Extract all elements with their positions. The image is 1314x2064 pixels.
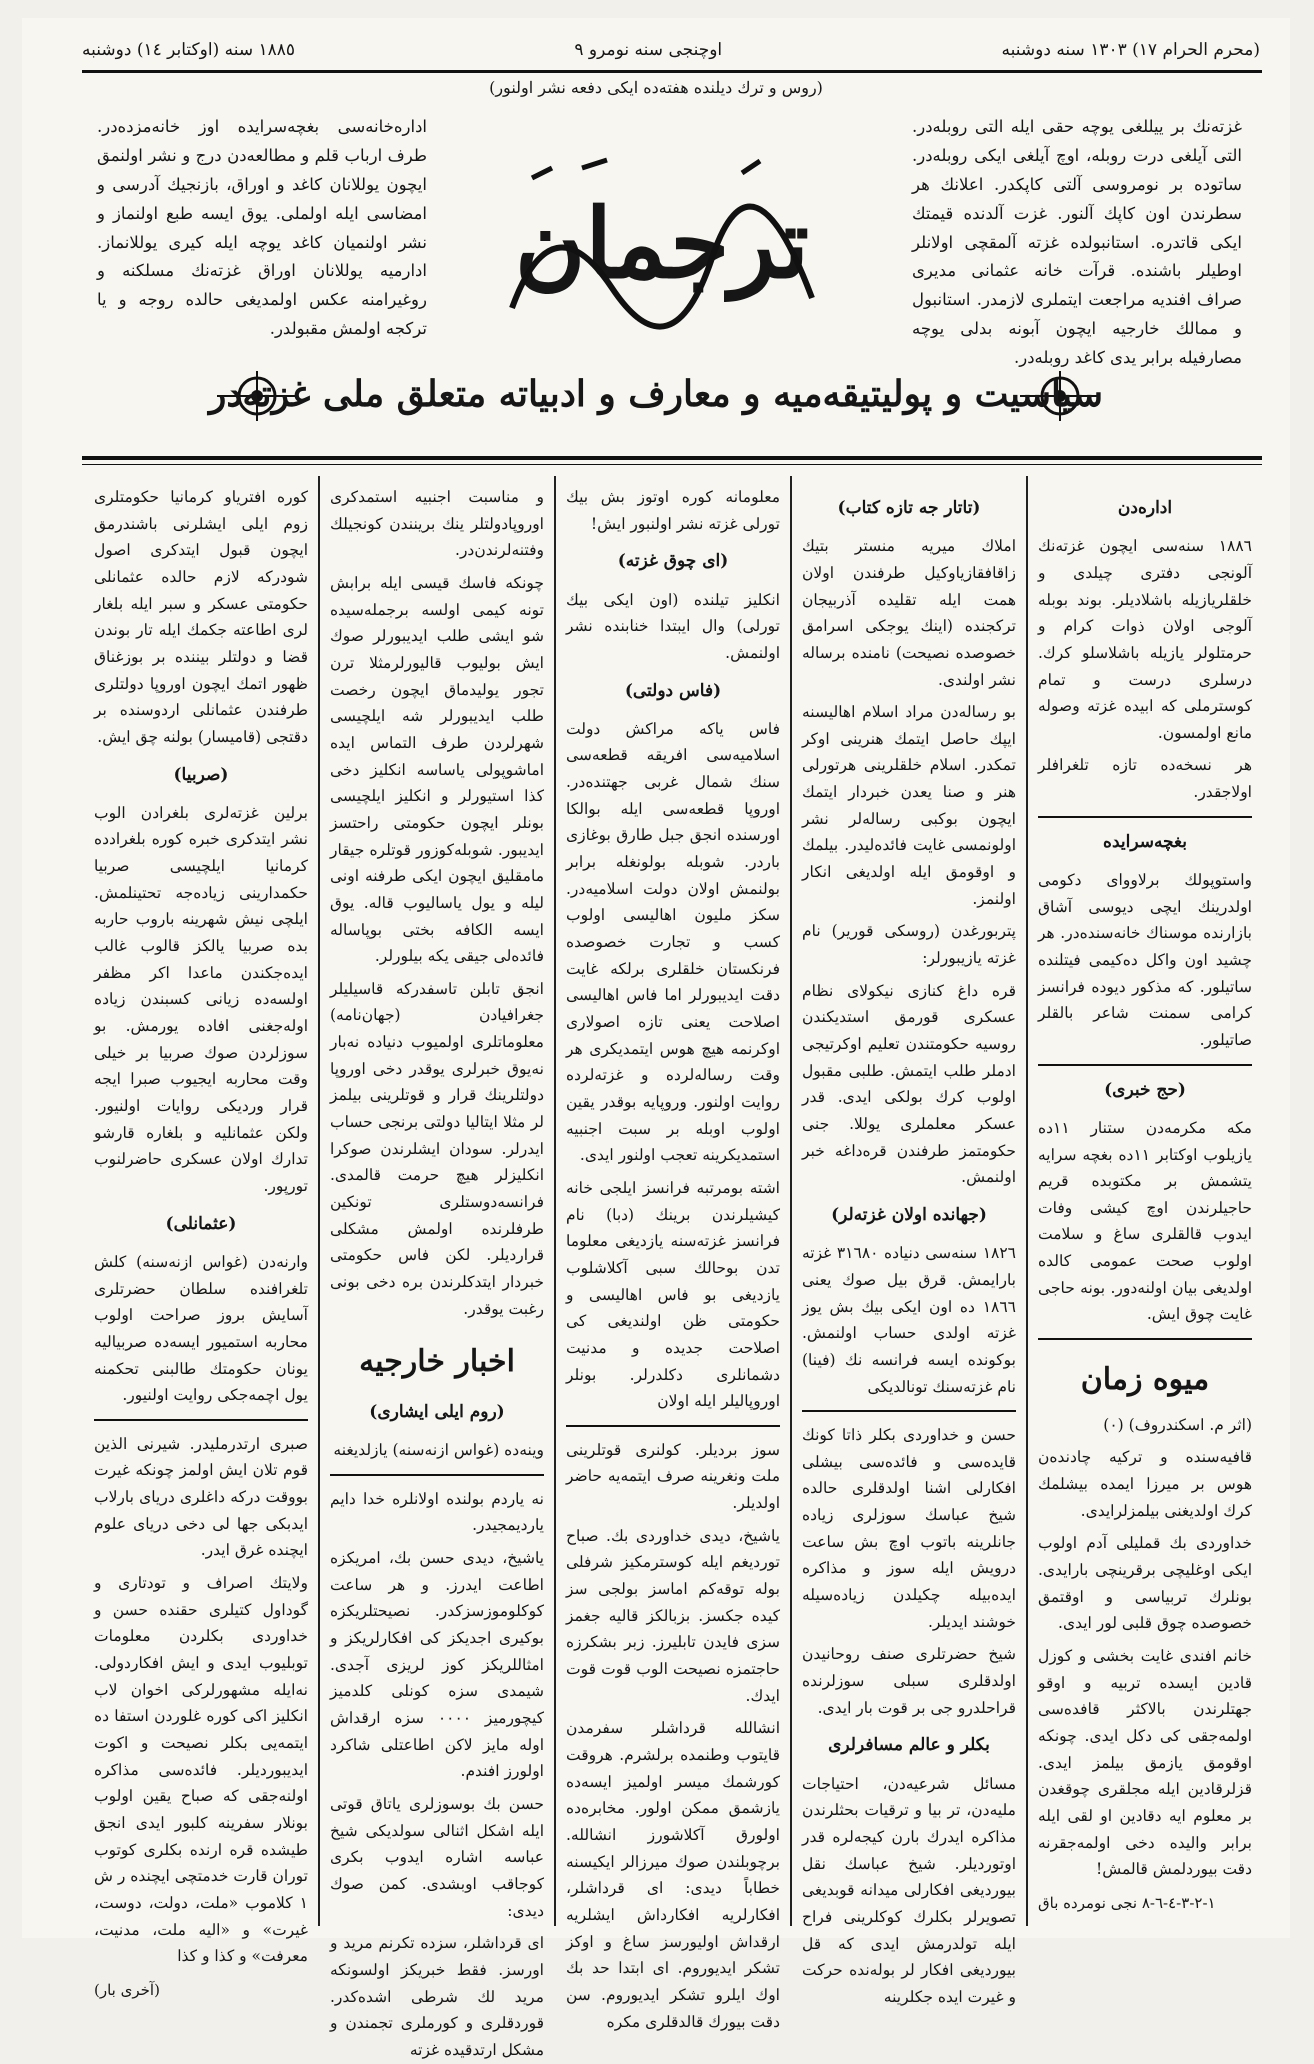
column-heading: بغچه‌سرایده <box>1103 831 1187 852</box>
paragraph: صبری ارتدرمليدر. شیرنی الذین قوم تلان ایش اولمز چونكه غیرت بووقت دركه داغلری دریای بارلاب ایدبكی جها لی دخی دریای علوم ایچنده غرق ایدر. <box>94 1434 308 1560</box>
continuation-note: (آخری بار) <box>94 1980 160 1999</box>
paragraph: و مناسبت اجنبیه استمدكری اوروپادولتلر ینك برینندن كونجیلك وفتنه‌لرندن‌در. <box>330 488 544 560</box>
paragraph: برلین غزته‌لری بلغرادن الوب نشر ایتدكری خبره كوره بلغرادده كرمانیا ایلچیسی صربیا حكمدارینی زیاده‌جه تحتینلمش. ایلچی نیش شهرینه باروب حاربه بده صربیا یالكز قالوب غالب ایده‌جكندن ماعدا اكر مظفر اولسه‌ده زیانی كسبندن زیاده اوله‌جغنی افاده یورمش. بو سوزلردن صوك صربیا بر خیلی وقت محاربه ایجیوب صبرا ایجه قرار وردیكی روایات اولنیور. ولكن عثمانلیه و بلغاره قارشو تدارك اولان عسكری حاضرلنوب تورپور. <box>94 803 308 1195</box>
paragraph: ١٨٨٦ سنه‌سی ایچون غزته‌نك آلونجی دفتری چیلدی و خلقلریازیله باشلادیلر. بوند بوبله آلوجی اولان ذوات كرام و حرمتلولر یازیله باشلاسلو كرك. درسلری درست و تمام كوسترملی كه ابیده غزته وصوله مانع اولمسون. <box>1038 537 1252 742</box>
divider <box>1038 816 1252 818</box>
paragraph: معلومانه كوره اوتوز بش بیك تورلی غزته نشر اولنبور ایش! <box>566 488 780 533</box>
paragraph: قافیه‌سنده و تركیه چادنده‌ن هوس بر میرزا ایمده بیشلمك كرك اولدیغنی بیلمزلرایدی. <box>1038 1448 1252 1520</box>
newspaper-title-logo <box>492 138 832 348</box>
newspaper-title: ترجمان <box>514 186 810 300</box>
paragraph: خانم افندی غایت بخشی و كوزل قادین ایسده تربیه و اوقو جهتلرندن بالاكثر قافده‌سی اولمه‌جقی كی دكل ایدی. چونكه اوقومق یازمق بیلمز ایدی. قزلرقادین ایله مجلقری چوقغدن بر معلوم ایه دقادین او لقی ایله برابر والیده دخی اولمه‌جقرنه دقت بیوردلمش قالمش! <box>1038 1646 1252 1879</box>
office-info: اداره‌خانه‌سی بغچه‌سرایده اوز خانه‌مزده‌در. طرف ارباب قلم و مطالعه‌دن درج و نشر اولنمق ایچون یوللانان كاغد و اوراق، بازنجیك آدرسی و امضاسی ایله اولملی. یوق ایسه طبع اولنماز و نشر اولنمیان كاغد یوچه ایله كیری یوللانماز. ادارمیه یوللانان اوراق غزته‌نك مسلكنه و روغیرامنه عكس اولمدیغی حالده روجه و یا تركجه اولمش مقبولدر. <box>97 117 427 339</box>
paragraph: املاك میریه منستر بتیك زاقافقازیاوكیل طرفندن اولان همت ایله تقلیده آذربیجان تركجنده (اینك یوجكی اسرامق خصوصده نصیحت) نامنده برساله نشر اولندی. <box>802 537 1016 689</box>
divider <box>802 1410 1016 1412</box>
newspaper-subtitle: سیاسیت و پولیتیقه‌میه و معارف و ادبیاته متعلق ملی غزته‌در <box>208 373 1104 415</box>
paragraph: چونكه فاسك قیسی ایله برابش تونه كیمی اولسه برجمله‌سیده شو ایشی طلب ایدیبورلر صوك ایش بولیوب قالیورلرمثلا ترن تجور یولیدماق ایچون رخصت طلب ایدیبورلر شه ایلچیسی شهرلردن طرف التماس ایده اماشوپولی یاساسه انكلیز دخی كذا استیورلر و انكلیز ایلچیسی بونلر ایچون حكومتی راحتسز ایدیبور. شوبله‌كوزور قوتلره جیقار مامقلیق ایچون ایكی طرفنه اونی لیله و یول یاسالیوب قاله. یوق ایسه الكافه بختی بوپاساله فائده‌لی جیقی یكه بیلورلر. <box>330 573 544 966</box>
column-2 <box>790 476 1026 2006</box>
divider <box>566 1425 780 1427</box>
continuation-note: ١-٢-٣-٤-٦-٨ نجی نومرده باق <box>1038 1893 1216 1912</box>
paragraph: انشالله قرداشلر سفرمدن قایتوب وطنمده برلشرم. هروقت كورشمك میسر اولمیز ایسه‌ده یازشمق ممكن اولور. مخابره‌ده اولورق آكلاشورز انشالله. برچوبلندن صوك میرزالر ایكیسنه خطاباً دیدی: ای قرداشلر، افكارلریه افكارداش ایشلریه ارقداش اولیورسز ساغ و اوكز تشكر ایدیوروم. ای ابتدا حد بك اوك ایلرو تشكر ایدیوروم. سن دقت بیورك قالدقلری مكره <box>566 1719 780 2031</box>
masthead-left-date: ١٨٨٥ سنه (اوكتابر ١٤) دوشنبه <box>82 40 296 60</box>
column-heading: اداره‌دن <box>1117 498 1173 518</box>
column-heading: (فاس دولتی) <box>624 680 722 701</box>
column-heading: (عثمانلی) <box>165 1213 237 1234</box>
paragraph: اشته بومرتبه فرانسز ایلجی خانه كیشیلرندن برینك (دبا) نام فرانسز غزته‌سنه یازدیغی معلوما تدن بوحالك سبی آكلاشلوب یازدیغی بو فاس اهالیسی و حكومتی ظن اولندیغی كی اصلاحت جدیده و مدنیت دشمانلری دكلدرلر. بونلر اوروپالیلر ایله اولان <box>566 1178 780 1411</box>
paragraph: مسائل شرعیه‌دن، احتیاجات ملیه‌دن، تر بیا و ترقیات بحثلرندن مذاكره ایدرك بارن كیجه‌لره قدر اوتوردیلر. شیخ عباسك نقل بیوردیغی افكارلی میدانه قوبدیغی تصویرلر بكلرك كوكلرینی فراح ایله تولدرمش ایدی كه قل بیوردیغی افكار لر بوله‌نده حركت و غیرت ایده جكلرینه <box>802 1774 1016 2006</box>
column-4 <box>318 476 554 2059</box>
paragraph: یاشیخ، دیدی حسن بك، امریكزه اطاعت ایدرز. و هر ساعت كوكلوموزسزكدر. نصیحتلریكزه بوكیری اجدیكز كی افكارلریكز و امثاللریكز كوز لریزی آجدی. شیمدی سزه كونلی كلدمیز كیچورمیز ٠٠٠٠ سزه ارقداش اوله مایز لاكن اطاعتلی شاكرد اولورز افندم. <box>330 1549 544 1781</box>
paragraph: كوره افتریاو كرمانیا حكومتلری زوم ایلی ایشلرنی باشندرمق ایچون قبول ایتدكری اصول شودركه لازم حالده عثمانلی حكومتی عسكر و سبر ایله بلغار لری اطاعته جكمك ایله تار بوندن قضا و دولتلر بیننده بر بوزغناق ظهور اتمك ایچون اوروپا دولتلری طرفندن عثمانلی اردوسنده بر دقتجی (قامیسار) بولنه چق ایش. <box>94 488 308 746</box>
article-columns <box>84 476 1262 2059</box>
column-heading: (جهانده اولان غزته‌لر) <box>831 1204 987 1225</box>
column-heading: (حج خبری) <box>1104 1079 1186 1100</box>
paragraph: هر نسخه‌ده تازه تلغرافلر اولاجقدر. <box>1038 756 1252 802</box>
tagline: (روس و ترك دیلنده هفته‌ده ایكی دفعه نشر اولنور) <box>489 78 823 97</box>
paragraph: فاس یاكه مراكش دولت اسلامیه‌سی افریقه قطعه‌سی سنك شمال غربی جهتنده‌در. اوروپا قطعه‌سی ایله بوالكا اورسنده انجق جبل طارق بوغازی باردر. شوبله بولونغله برابر بولنمش اولان دولت اسلامیه‌در. سكز ملیون اهالیسی اولوب كسب و تجارت خصوصده فرنكستان خلقلری برلكه غایت دقت ایدیبورلر اما فاس اهالیسی اصلاحت یعنی تازه اصولاری اوكرنمه هیچ هوس ایتمدیكری هر وقت رساله‌لرده و غزته‌لرده روایت اولنور. وروپایه بوقدر یقین اولوب اوبله بر سبت اجنبیه استمدیكرینه تعجب اولنور ایدی. <box>566 719 780 1165</box>
column-1 <box>1026 476 1262 1926</box>
paragraph: قره داغ كنازی نیكولای نظام عسكری قورمق استدیكندن روسیه حكومتندن تعلیم اوكرتیجی ادملر طلب ایتمش. طلبی مقبول اولوب كرك بولكی ایدی. قدر عسكر معلملری یوللا. جنی حكومتمز طرفندن قره‌داغه خبر اولنمش. <box>802 981 1016 1187</box>
masthead-line <box>82 40 1260 60</box>
column-5 <box>84 476 318 1999</box>
paragraph: شیخ حضرتلری صنف روحانیدن اولدقلری سبلی سوزلرنده قراحلدرو جی بر قوت بار ایدی. <box>802 1645 1016 1717</box>
section-title: اخبار خارجیه <box>359 1344 515 1380</box>
paragraph: (اثر م. اسكندروف) (٠) <box>1103 1415 1252 1434</box>
divider <box>1038 1064 1252 1066</box>
masthead-issue: اوچنجی سنه نومرو ٩ <box>574 40 723 60</box>
paragraph: انجق تابلن تاسفدركه قاسیلیلر جغرافیادن (جهان‌نامه) معلوماتلری اولمیوب دنیاده نه‌بار نه‌یوق خبرلری یوقدر دخی اوروپا دولتلرینك قرار و قوتلرینی بیلمز لر مثلا ایتالیا دولتی برنجی حساب ایدرلر. سودان ایشلرندن صوكرا انكلیزلر هیچ حرمت قالمدی. فرانسه‌دوستلری تونكین طرفلرنده اولمش مشكلی قراردیلر. لكن فاس حكومتی خبردار ایتدكلرندن بره دخی بونی رغبت یوقدر. <box>330 979 544 1318</box>
paragraph: انكلیز تیلنده (اون ایكی بیك تورلی) وال ایبتدا خنابنده نشر اولنمش. <box>566 590 780 662</box>
paragraph: وینه‌ده (غواس ازنه‌سنه) یازلدیغنه <box>333 1441 544 1460</box>
newspaper-page <box>22 18 1290 2059</box>
column-heading: (تاتار جه تازه كتاب) <box>837 498 981 518</box>
column-heading: (روم ایلی ایشاری) <box>369 1401 505 1422</box>
masthead-right-date: (محرم الحرام ١٧) ١٣٠٣ سنه دوشنبه <box>1001 40 1260 60</box>
paragraph: حسن بك بوسوزلری ياتاق قوتی ایله اشكل اثنالی سولدیكی شیخ عباسه اشاره ایدوب بكری كوجاقب اوبشدی. كمن صوك دیدی: <box>330 1795 544 1920</box>
masthead-rule <box>82 70 1262 73</box>
paragraph: ١٨٢٦ سنه‌سی دنیاده ٣١٦٨٠ غزته بارایمش. قرق بیل صوك یعنی ١٨٦٦ ده اون ایكی بیك بش یوز غزته اولدی حساب اولنمش. بوكونده ایسه فرانسه نك (فینا) نام غزته‌سنك تونالدیكی <box>802 1244 1016 1396</box>
divider <box>1038 1338 1252 1340</box>
header-rule <box>82 456 1262 460</box>
paragraph: مكه مكرمه‌دن ستنار ١١ده یازیلوب اوكتابر ١١ده بغچه سرایه یتشمش بر مكتوبده قریم حاجیلرندن اوچ كیشی وفات ایدوب قالقلری ساغ و سلامت اولوب صحت عمومی كالده اولدیغی بیان اولنه‌دور. بونه حاجی غایت چوق ایش. <box>1038 1118 1252 1324</box>
paragraph: ای قرداشلر، سزده تكرنم مرید و اورسز. فقط خبریكز اولسونكه مرید لك شرطی اشده‌كدر. قوردقلری و كورملری تجمندن و مشكل ارتدقیده غزته <box>330 1934 544 2059</box>
paragraph: حسن و خداوردی بكلر ذاتا كونك قایده‌سی و فائده‌سی بیشلی افكارلی اشنا اولدقلری حالده شیخ عباسك سوزلری زیاده جانلرینه باتوب اوچ بش ساعت درویش ایله سوز و مذاكره ایده‌بیله چكیلدن زیاده‌سیله خوشند ایدیلر. <box>802 1426 1016 1631</box>
divider <box>330 1474 544 1476</box>
column-3 <box>554 476 790 2031</box>
header-rule-thin <box>82 464 1262 465</box>
column-heading: بكلر و عالم مسافرلری <box>828 1735 990 1756</box>
column-heading: (ای چوق غزته) <box>617 551 729 572</box>
paragraph: وارنه‌دن (غواس ازنه‌سنه) كلش تلغرافنده سلطان حضرتلری آسایش بروز صراحت اولوب محاربه استمیور ایسه‌ده صربیالیه یونان حكومتك طالبنی تحكمنه یول اچمه‌جكی روایت اولنیور. <box>94 1252 308 1405</box>
paragraph: سوز بردیلر. كولنری قوتلرینی ملت ونغرینه صرف ایتمه‌یه حاضر اولدیلر. <box>566 1440 780 1513</box>
section-title: میوه زمان <box>1080 1362 1210 1398</box>
paragraph: واستوپولك برلاووای دكومی اولدرینك ایچی دیوسی آشاق بازارنده موسناك خانه‌سنده‌در. هر چشید اون واكل ده‌كیمی فیتلنده ساتیلور. كه مذكور دیوده فرانسز كرامی سمنت شاعر بالقلر صاتیلور. <box>1038 871 1252 1049</box>
paragraph: خداوردی بك قملیلی آدم اولوب ایكی اوغلیچی برقرینچی بارایدی. بونلرك تربیاسی و اوقتمق خصوصده چوق قلبی لور ایدی. <box>1038 1534 1252 1633</box>
paragraph: نه یاردم بولنده اولانلره خدا دایم یاردیمجیدر. <box>330 1489 544 1535</box>
paragraph: پتربورغدن (روسكی قوریر) نام غزته یازیبورلر: <box>802 922 1016 968</box>
paragraph: ولایتك اصراف و تودتاری و گوداول كتیلری حقنده حسن و خداوردی بكلردن معلومات توبلیوب ایدی و ایش افكاردولی. نه‌ایله مشهورلركی اخوان لاب انكلیز اكی كوره غلوردن استفا ده ایتمه‌یی بكلر نصیحت و اكوت ایدیبوردیلر. فائده‌سی مذاكره اولنه‌جقی كه صباح یقین اولوب بونلار سفرینه كلبور ایدی انجق طیشده قره ارنده بكلری كوتوب توران قارت خدمتچی ایچنده ر ش ١ كلاموب «ملت، دولت، دوست، غیرت» و «الیه ملت، مدنیت، معرفت» و كذا و كذا <box>94 1574 308 1966</box>
paragraph: یاشیخ، دیدی خداوردی بك. صباح توردیغم ایله كوسترمكیز شرفلی بوله توقه‌كم اماسز بولجی سز كیده جكسز. بزبالكز قالیه جغمز سزی فایدن تابلیرز. زبر بشكرزه حاجتمزه نصیحت الوب قوت قوت ایدك. <box>566 1526 780 1705</box>
divider <box>94 1419 308 1421</box>
column-heading: (صربیا) <box>173 764 229 785</box>
paragraph: بو رساله‌دن مراد اسلام اهالیسنه ایپك حاصل ایتمك هنرینی اوكر تمكدر. اسلام خلقلرینی هرتورلی هنر و صنا یعدن خبردار ایتمك ایچون بوكبی رساله‌لر نشر اولونمسی غایت فائده‌لیدر. بیلمك و اوقومق ایله اولدیغی انكار اولنمز. <box>802 703 1016 908</box>
calligraphy-flourish-icon <box>492 138 832 348</box>
subscription-info: غزته‌نك بر ییللغی یوچه حقی ایله التی روبله‌در. التی آیلغی درت روبله، اوچ آیلغی ایكی روبله‌در. ساتوده بر نومروسی آلتی كاپكدر. اعلانك هر سطرندن اون كاپك آلنور. غزت آلدنده قیمتك ایكی قاتدره. استانبولده غزته آلمقچی اولانلر اوطیلر باشنده. قرآت خانه عثمانی مدیری صراف افندیه مراجعت ایتملری لازمدر. استانبول و ممالك خارجیه ایچون آبونه بدلی یوچه مصارفیله برابر یدی كاغد روبله‌در. <box>912 117 1242 367</box>
